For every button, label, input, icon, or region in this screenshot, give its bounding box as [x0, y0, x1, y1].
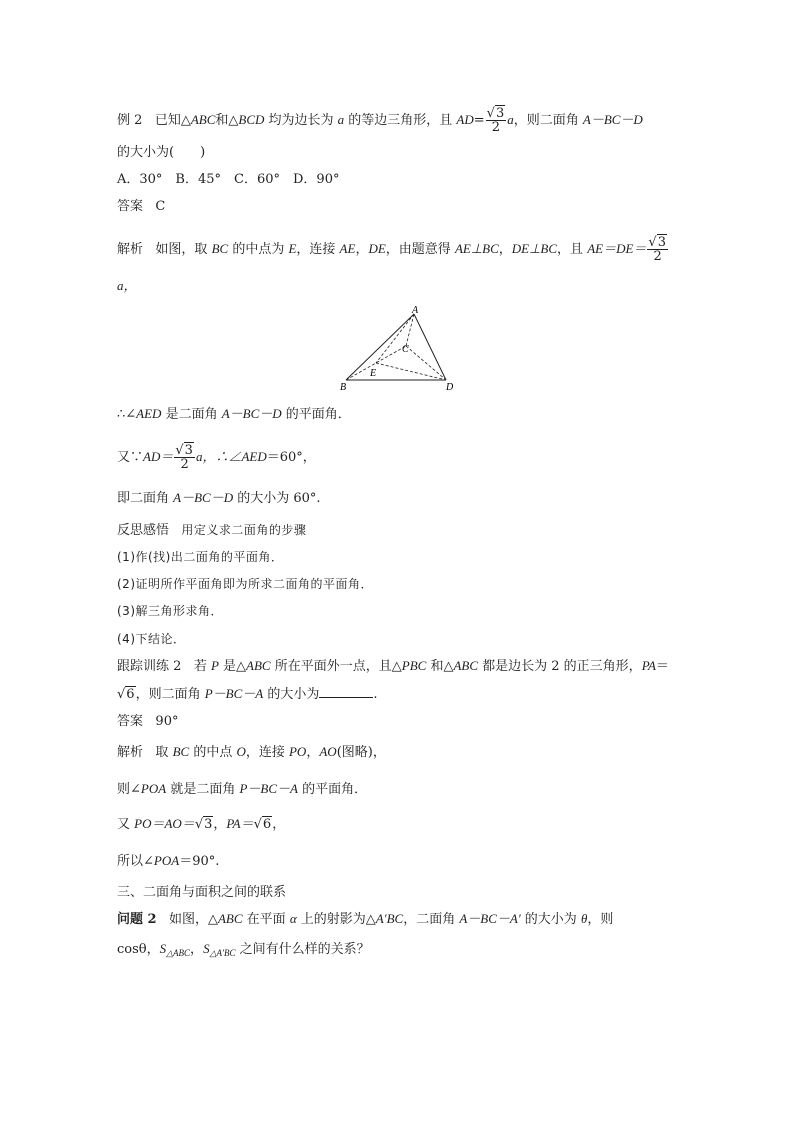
track-2-question-line1: 跟踪训练 2 若 P 是△ABC 所在平面外一点，且△PBC 和△ABC 都是边长为 2 的正三角形，PA＝: [117, 658, 669, 674]
example-2-solution-line2: a，: [117, 278, 137, 293]
label-d: D: [446, 382, 454, 393]
track-2-answer: 答案 90°: [117, 714, 179, 729]
label-b: B: [340, 382, 347, 393]
reflection-heading: 反思感悟 用定义求二面角的步骤: [117, 523, 307, 538]
edge-ad: [414, 314, 446, 380]
track-2-solution-line3: 又 PO＝AO＝√3，PA＝√6，: [117, 816, 286, 832]
problem-2-line2: cosθ，$S_{\triangle ABC}$，$S_{\triangle A'BC}$ 之间有什么样的关系？: [117, 941, 370, 958]
example-label: 例 2: [117, 113, 143, 128]
sqrt-3: √3: [194, 817, 213, 832]
fraction-sqrt3-over-2: $\frac{√3}{2}$: [175, 443, 193, 472]
example-2-aed-line: ∴∠AED 是二面角 A－BC－D 的平面角．: [117, 406, 351, 422]
example-2-solution-line1: 解析 如图，取 BC 的中点为 E，连接 AE，DE，由题意得 AE⊥BC，DE⊥BC，且 AE＝DE＝ $\frac{√3}{2}$: [117, 235, 666, 264]
label-a: A: [412, 305, 419, 316]
section-3-title: 三、二面角与面积之间的联系: [117, 885, 287, 900]
tetrahedron-diagram: [338, 304, 458, 394]
label-e: E: [370, 368, 377, 379]
track-2-solution-line1: 解析 取 BC 的中点 O，连接 PO，AO(图略)，: [117, 744, 386, 760]
example-2-ad-line: 又∵AD＝ $\frac{√3}{2}$ a，∴∠AED＝60°，: [117, 443, 316, 472]
track-2-solution-line4: 所以∠POA＝90°.: [117, 853, 220, 869]
example-2-options: A．30° B．45° C．60° D．90°: [117, 172, 340, 187]
reflection-step: (3)解三角形求角．: [117, 604, 223, 618]
segment-ae: [376, 314, 414, 363]
track-2-question-line2: √6，则二面角 P－BC－A 的大小为 .: [117, 686, 378, 702]
example-2-question-line2: 的大小为( ): [117, 145, 206, 160]
fraction-sqrt3-over-2: $\frac{√3}{2}$: [486, 106, 505, 135]
answer-blank: [319, 685, 373, 698]
example-2-answer: 答案 C: [117, 199, 166, 214]
fraction-sqrt3-over-2: $\frac{√3}{2}$: [648, 235, 666, 264]
example-2-question-line1: 例 2 已知△ABC和△BCD 均为边长为 a 的等边三角形，且 AD= $\frac{√3}{2}$ a，则二面角 A－BC－D: [117, 106, 643, 135]
track-2-solution-line2: 则∠POA 就是二面角 P－BC－A 的平面角．: [117, 781, 368, 797]
reflection-step: (2)证明所作平面角即为所求二面角的平面角．: [117, 577, 373, 591]
reflection-step: (1)作(找)出二面角的平面角．: [117, 550, 284, 564]
reflection-step: (4)下结论．: [117, 632, 186, 646]
example-2-result-line: 即二面角 A－BC－D 的大小为 60°.: [117, 490, 321, 506]
label-c: C: [402, 344, 409, 355]
sqrt-6: √6: [253, 817, 272, 832]
sqrt-6: √6: [117, 687, 135, 702]
problem-2-line1: 问题 2 如图，△ABC 在平面 α 上的射影为△A′BC，二面角 A－BC－A′ 的大小为 θ，则: [117, 911, 614, 927]
segment-de: [376, 363, 446, 380]
